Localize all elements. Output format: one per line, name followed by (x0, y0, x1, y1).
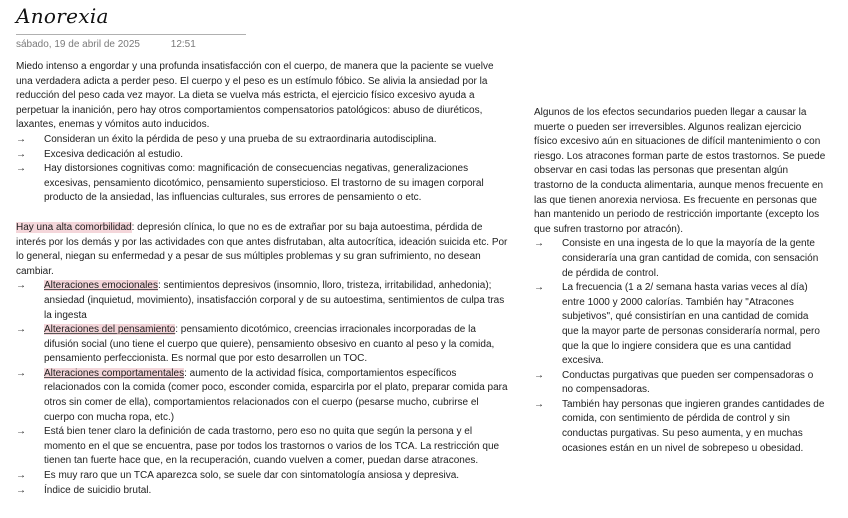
thought-alterations-label: Alteraciones del pensamiento (44, 324, 176, 336)
side-effects-paragraph: Algunos de los efectos secundarios pueden llegar a causar la muerte o pueden ser irreversibles. Algunos realizan ejercicio físico excesivo aún en situaciones de difícil mantenimiento o con riesgo. Los atracones forman parte de estos trastornos. Se puede observar en casi todas las personas que presentan algún trastorno de la conducta alimentaria, aunque menos frecuente en las que tienen anorexia nerviosa. Es frecuente en personas que han mantenido un periodo de restricción importante (excepto los que sufren trastorno por atracón). (534, 107, 826, 235)
arrow-icon: → (16, 133, 26, 145)
list-item: → Hay distorsiones cognitivas como: magnificación de consecuencias negativas, generalizaciones excesivas, pensamiento dicotómico, pensamiento supersticioso. El trastorno de su imagen corporal producto de la ansiedad, las influencias culturales, sus errores de pensamiento o etc. (16, 162, 508, 206)
intro-paragraph: Miedo intenso a engordar y una profunda insatisfacción con el cuerpo, de manera que la paciente se vuelve una verdadera adicta a perder peso. El cuerpo y el peso es un estímulo fóbico. Se alivia la ansiedad por la reducción del peso cada vez mayor. La dieta se vuelva más estricta, el ejercicio físico excesivo ayuda a perpetuar la inanición, pero hay otros comportamientos compensatorios patológicos: abuso de diuréticos, laxantes, enemas y vómitos auto inducidos. (16, 61, 494, 131)
behavioral-alterations-label: Alteraciones comportamentales (44, 367, 185, 379)
list-item: → Conductas purgativas que pueden ser compensadoras o no compensadoras. (534, 369, 826, 398)
arrow-icon: → (16, 367, 26, 379)
list-item: → Índice de suicidio brutal. (16, 484, 508, 499)
arrow-icon: → (16, 470, 26, 482)
list-item: → La frecuencia (1 a 2/ semana hasta varias veces al día) entre 1000 y 2000 calorías. También hay "Atracones subjetivos", qué consistirían en una cantidad de comida que la mayor parte de personas consideraría normal, pero que la que lo ingiere considera que es una cantidad excesiva. (534, 281, 826, 369)
list-item: → Alteraciones emocionales: sentimientos depresivos (insomnio, lloro, tristeza, irritabilidad, anhedonia); ansiedad (inquietud, movimiento), insatisfacción corporal y de su autoestima, sentimientos de culpa tras la ingesta (16, 279, 508, 323)
arrow-icon: → (534, 369, 544, 381)
comorbidity-highlight: Hay una alta comorbilidad (16, 221, 132, 233)
emotional-alterations-label: Alteraciones emocionales (44, 280, 158, 292)
list-item: → Alteraciones comportamentales: aumento de la actividad física, comportamientos específicos relacionados con la comida (comer poco, esconder comida, esparcirla por el plato, preparar comida para otros sin comer de ella), comportamientos relacionados con el cuerpo (pesarse mucho, cubrirse el cuerpo con mucha ropa, etc.) (16, 367, 508, 425)
list-item: → Está bien tener claro la definición de cada trastorno, pero eso no quita que según la persona y el momento en el que se encuentra, pase por todos los trastornos o varios de los TCA. La restricción que tienen tan fuerte hace que, en la recuperación, cuando vuelven a comer, puedan darse atracones. (16, 425, 508, 469)
left-text-block[interactable] (16, 60, 508, 498)
list-item: → Consideran un éxito la pérdida de peso y una prueba de su extraordinaria autodisciplina. (16, 133, 508, 148)
arrow-icon: → (16, 484, 26, 496)
arrow-icon: → (16, 426, 26, 438)
note-date: sábado, 19 de abril de 2025 (16, 39, 140, 50)
comorbidity-paragraph: Hay una alta comorbilidad: depresión clínica, lo que no es de extrañar por su baja autoestima, pérdida de interés por los demás y por las actividades con que antes disfrutaban, alta autocrítica, ideación suicida etc. Por lo general, niegan su enfermedad y a pesar de sus múltiples problemas y su gran sufrimiento, no desean cambiar. (16, 221, 508, 277)
list-item: → Alteraciones del pensamiento: pensamiento dicotómico, creencias irracionales incorporadas de la difusión social (uno tiene el cuerpo que quiere), pensamiento obsesivo en cuanto al peso y la comida, pensamiento perfeccionista. Es normal que por esto desarrollen un TOC. (16, 323, 508, 367)
arrow-icon: → (16, 324, 26, 336)
arrow-icon: → (16, 148, 26, 160)
list-item: → También hay personas que ingieren grandes cantidades de comida, con sentimiento de pérdida de control y sin conductas purgativas. Su peso aumenta, y en muchas ocasiones están en un nivel de sobrepeso u obesidad. (534, 398, 826, 456)
list-item: → Excesiva dedicación al estudio. (16, 148, 508, 163)
note-time: 12:51 (170, 39, 196, 50)
arrow-icon: → (16, 280, 26, 292)
arrow-icon: → (534, 282, 544, 294)
title-divider (16, 34, 246, 35)
arrow-icon: → (534, 398, 544, 410)
note-meta (16, 39, 196, 50)
arrow-icon: → (534, 238, 544, 250)
list-item: → Consiste en una ingesta de lo que la mayoría de la gente consideraría una gran cantidad de comida, con sensación de pérdida de control. (534, 237, 826, 281)
note-title[interactable]: Anorexia (16, 4, 109, 28)
list-item: → Es muy raro que un TCA aparezca solo, se suele dar con sintomatología ansiosa y depresiva. (16, 469, 508, 484)
right-text-block[interactable] (534, 106, 826, 456)
arrow-icon: → (16, 163, 26, 175)
